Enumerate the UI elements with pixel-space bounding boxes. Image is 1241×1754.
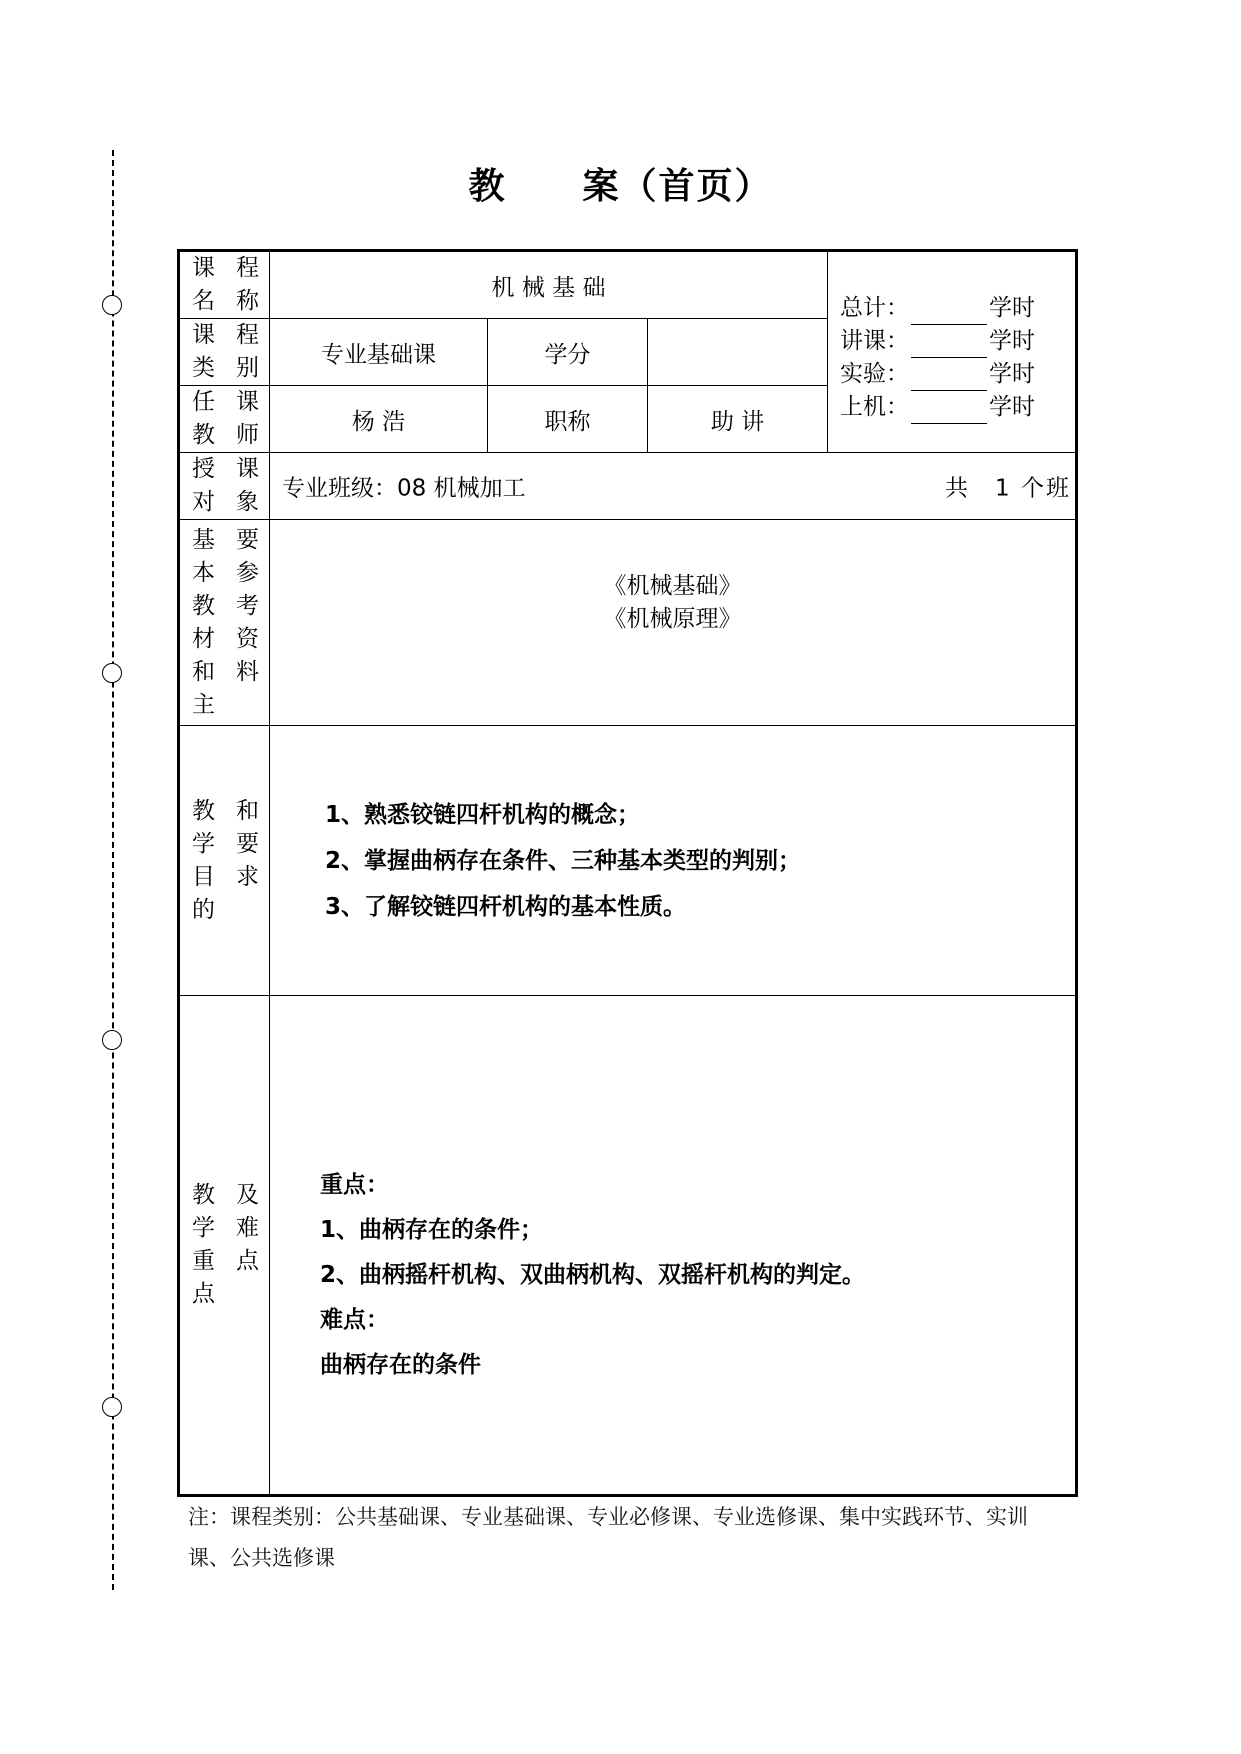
hours-lecture: 讲课： 学时 xyxy=(840,325,1075,358)
binding-dashed-line xyxy=(112,150,114,1590)
course-type-value: 专业基础课 xyxy=(270,319,488,386)
credit-value xyxy=(648,319,828,386)
binding-hole xyxy=(102,295,122,315)
job-title-value: 助 讲 xyxy=(648,386,828,453)
objective-item: 2、掌握曲柄存在条件、三种基本类型的判别； xyxy=(325,847,802,874)
objectives-label: 教 和 学 要 目 求 的 xyxy=(179,726,270,996)
objective-item: 1、熟悉铰链四杆机构的概念； xyxy=(325,801,641,828)
hours-lab: 实验： 学时 xyxy=(840,358,1075,391)
teacher-name: 杨 浩 xyxy=(270,386,488,453)
job-title-label: 职称 xyxy=(488,386,648,453)
reference-item: 《机械原理》 xyxy=(603,605,742,632)
footnote: 注：课程类别：公共基础课、专业基础课、专业必修课、专业选修课、集中实践环节、实训课、公共选修课 xyxy=(188,1505,1028,1570)
target-label: 授 课 对 象 xyxy=(179,453,270,520)
credit-label: 学分 xyxy=(488,319,648,386)
course-name-value: 机 械 基 础 xyxy=(270,251,828,319)
key-points-line: 1、曲柄存在的条件； xyxy=(320,1216,544,1243)
target-count: 共 1 个班 xyxy=(945,475,1071,502)
hours-cell xyxy=(828,251,1077,453)
target-cell xyxy=(270,453,1077,520)
binding-hole xyxy=(102,1030,122,1050)
key-points-line: 曲柄存在的条件 xyxy=(320,1351,481,1378)
course-name-label: 课 程 名 称 xyxy=(179,251,270,319)
objectives-cell xyxy=(270,726,1077,996)
hours-lab-blank[interactable] xyxy=(911,366,987,391)
key-points-line: 重点： xyxy=(320,1171,389,1198)
hours-computer-blank[interactable] xyxy=(911,399,987,424)
key-points-label: 教 及 学 难 重 点 点 xyxy=(179,996,270,1496)
references-cell xyxy=(270,520,1077,726)
binding-hole xyxy=(102,1397,122,1417)
hours-total: 总计： 学时 xyxy=(840,292,1075,325)
page-title: 教 案（首页） xyxy=(468,166,773,207)
key-points-line: 2、曲柄摇杆机构、双曲柄机构、双摇杆机构的判定。 xyxy=(320,1261,866,1288)
hours-computer: 上机： 学时 xyxy=(840,391,1075,424)
teacher-label: 任 课 教 师 xyxy=(179,386,270,453)
objective-item: 3、了解铰链四杆机构的基本性质。 xyxy=(325,893,687,920)
hours-total-blank[interactable] xyxy=(911,300,987,325)
course-type-label: 课 程 类 别 xyxy=(179,319,270,386)
reference-item: 《机械基础》 xyxy=(603,572,742,599)
references-label: 基 要 本 参 教 考 材 资 和 料 主 xyxy=(179,520,270,726)
key-points-cell xyxy=(270,996,1077,1496)
hours-lecture-blank[interactable] xyxy=(911,333,987,358)
lesson-plan-table xyxy=(177,249,1078,1497)
binding-hole xyxy=(102,663,122,683)
key-points-line: 难点： xyxy=(320,1306,389,1333)
target-class: 专业班级：08 机械加工 xyxy=(282,475,526,502)
